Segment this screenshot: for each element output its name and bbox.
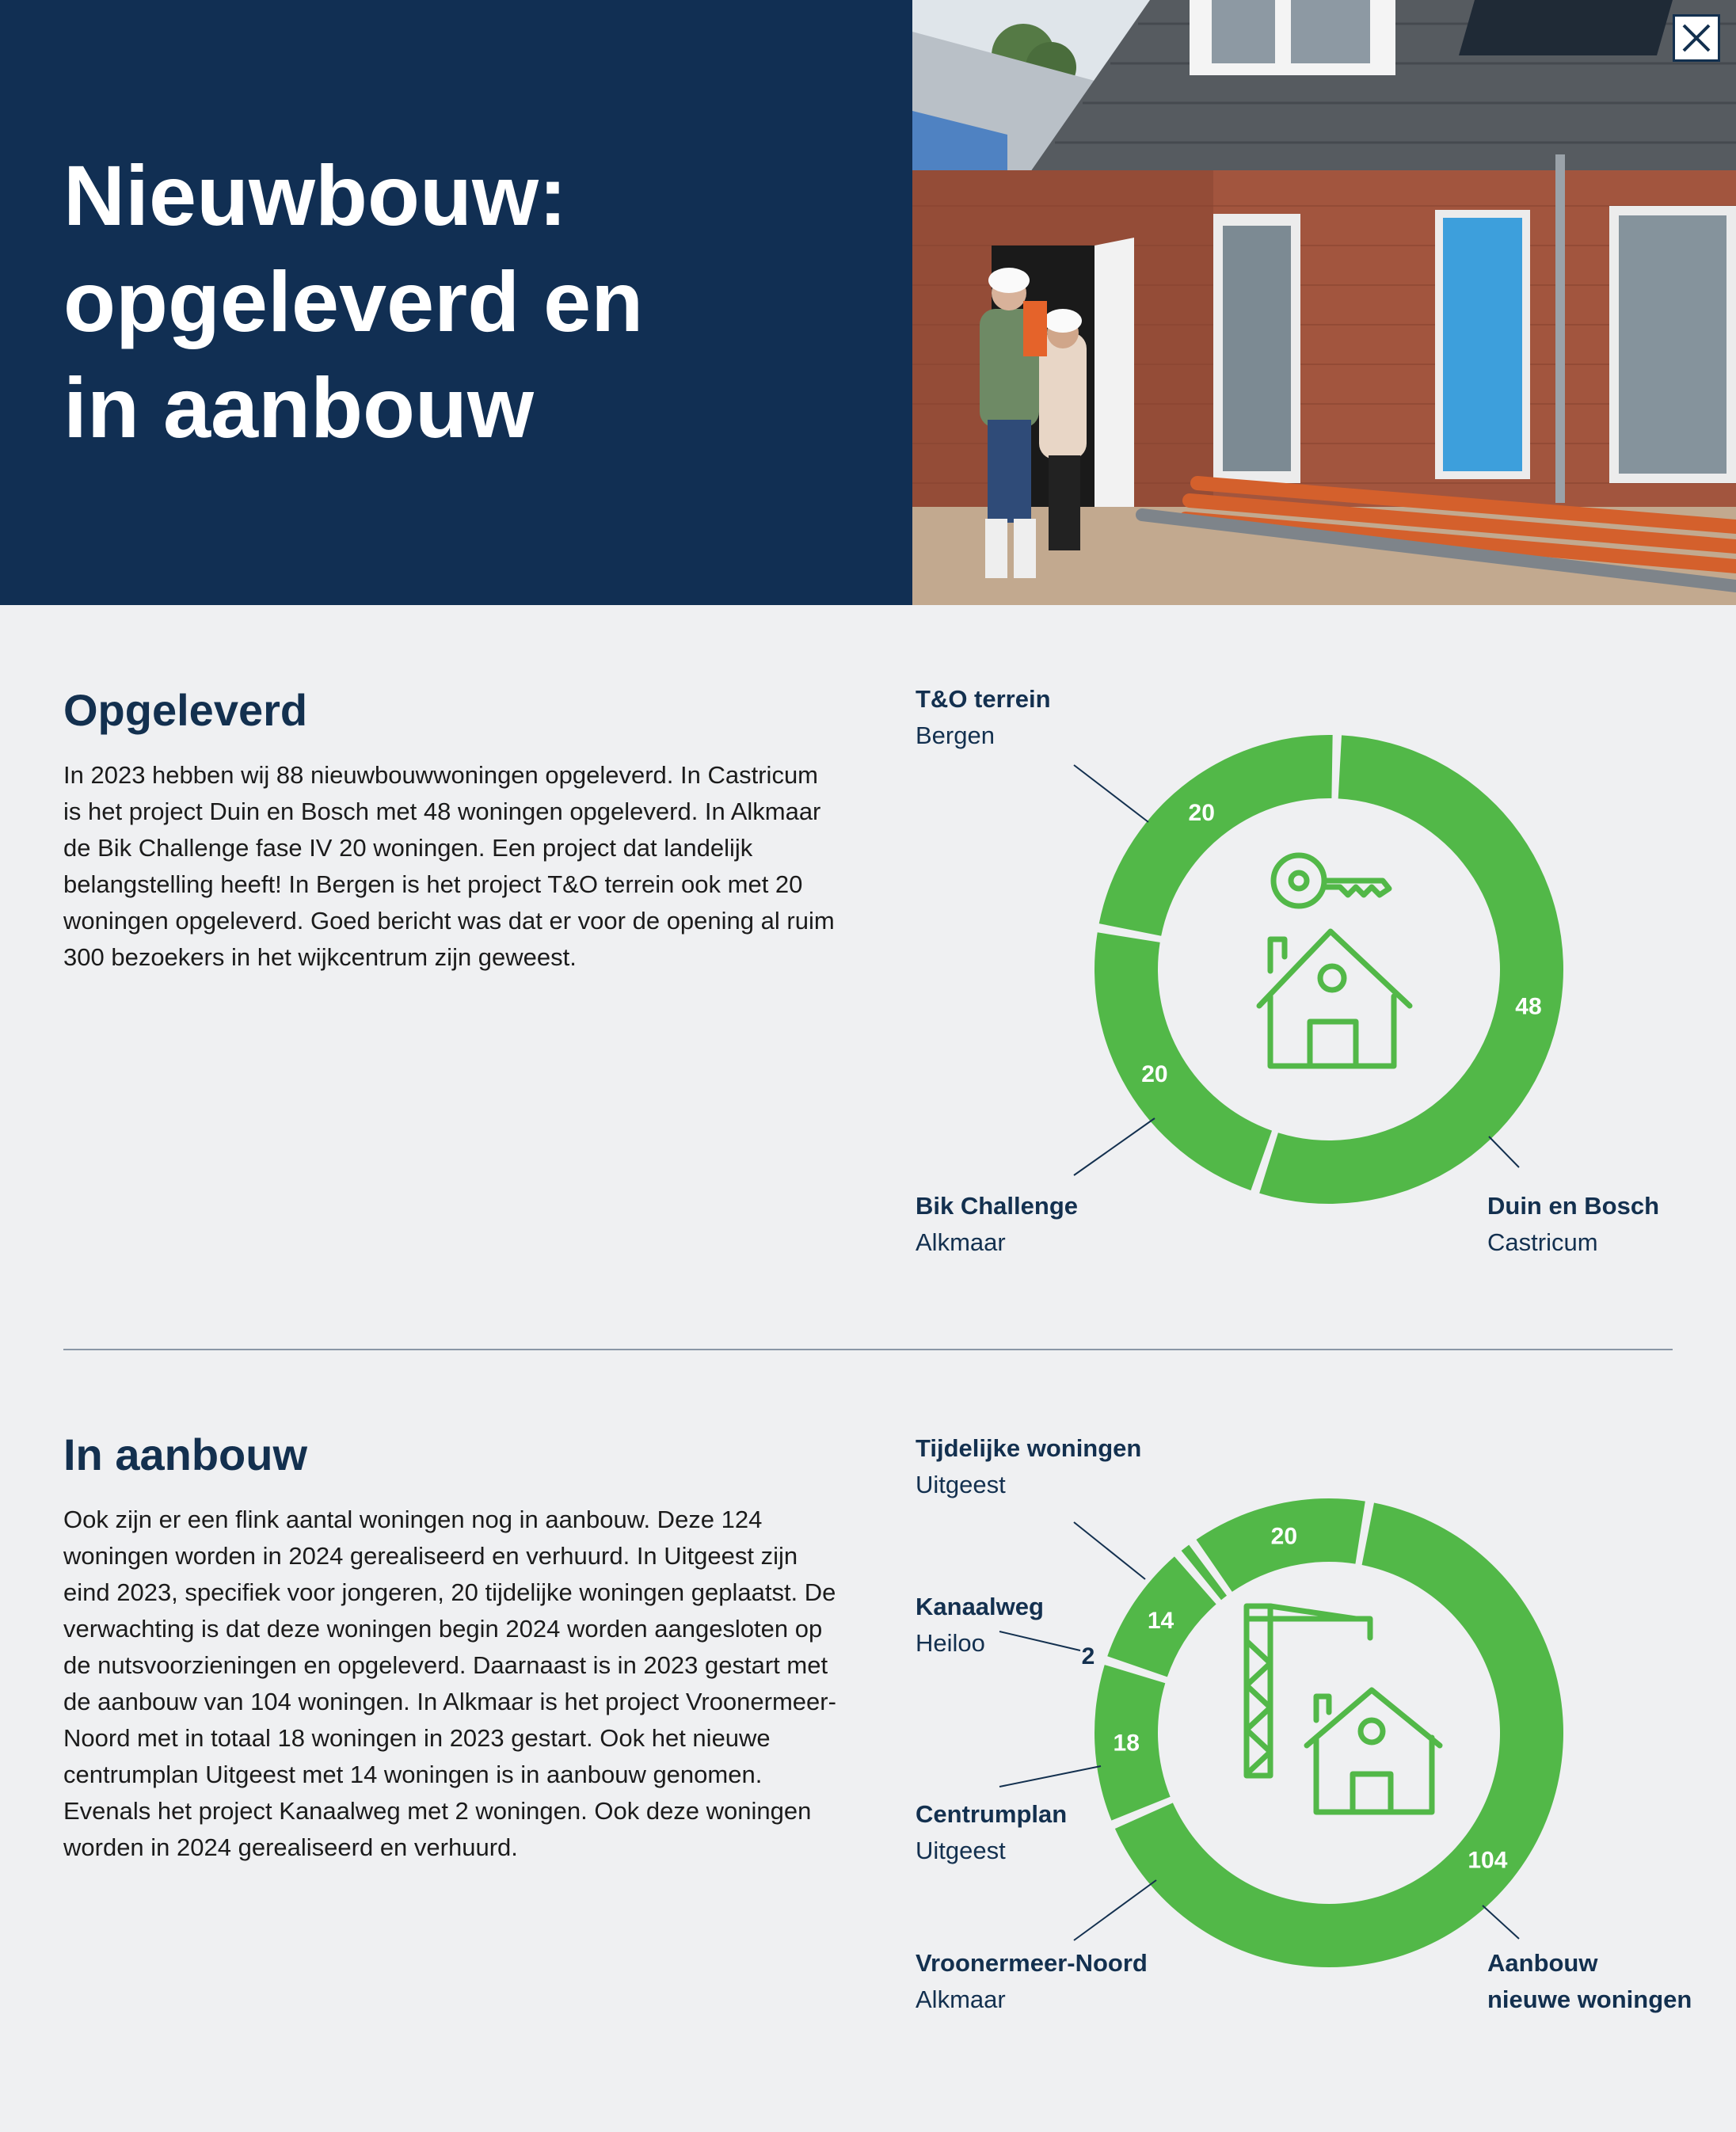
leader-line-centrumplan [999,1766,1101,1787]
legend-label-centrumplan: Centrumplan Uitgeest [916,1800,1068,1864]
close-button[interactable] [1673,14,1720,62]
data-label-duin-en-bosch: 48 [1515,993,1542,1020]
opgeleverd-title: Opgeleverd [63,685,308,735]
opgeleverd-donut-chart [887,673,1736,1354]
leader-line-tijdelijke-woningen [1074,1522,1145,1579]
legend-label-bik-challenge: Bik Challenge Alkmaar [916,1192,1078,1256]
leader-line-bik-challenge [1074,1118,1155,1175]
data-label-vroonermeer-noord: 18 [1113,1730,1140,1757]
leader-line-vroonermeer-noord [1074,1880,1156,1940]
hero-banner [0,0,912,605]
data-label-tijdelijke-woningen: 20 [1270,1523,1298,1550]
legend-label-kanaalweg: Kanaalweg Heiloo [916,1593,1044,1657]
legend-label-t-o-terrein: T&O terrein Bergen [916,685,1051,749]
crane-house-icon [1247,1606,1440,1812]
hero-photo [912,0,1736,605]
legend-label-vroonermeer-noord: Vroonermeer-Noord Alkmaar [916,1949,1148,2013]
opgeleverd-body: In 2023 hebben wij 88 nieuwbouwwoningen opgeleverd. In Castricum is het project Duin en Bosch met 48 woningen opgeleverd. In Alkmaar de Bik Challenge fase IV 20 woningen. Een project dat landelijk belangstelling heeft! In Bergen is het project T&O terrein ook met 20 woningen opgeleverd. Goed bericht was dat er voor de opening al ruim 300 bezoekers in het wijkcentrum zijn geweest. [63,761,835,971]
section-divider [63,1349,1673,1350]
leader-line-duin-en-bosch [1489,1136,1519,1167]
legend-label-duin-en-bosch: Duin en Bosch Castricum [1487,1192,1660,1256]
aanbouw-title: In aanbouw [63,1430,307,1479]
data-label-bik-challenge: 20 [1141,1060,1168,1087]
aanbouw-donut-chart [887,1426,1736,2107]
data-label-kanaalweg: 2 [1081,1643,1095,1669]
donut-slice-bik-challenge [1095,932,1272,1190]
close-icon [1681,23,1711,53]
leader-line-t-o-terrein [1074,765,1148,822]
house-key-icon [1259,855,1410,1066]
aanbouw-body: Ook zijn er een flink aantal woningen nog in aanbouw. Deze 124 woningen worden in 2024 gerealiseerd en verhuurd. In Uitgeest zijn eind 2023, specifiek voor jongeren, 20 tijdelijke woningen geplaatst. De verwachting is dat deze woningen begin 2024 worden aangesloten op de nutsvoorzieningen en opgeleverd. Daarnaast is in 2023 gestart met de aanbouw van 104 woningen. In Alkmaar is het project Vroonermeer-Noord met in totaal 18 woningen in 2023 gestart. Ook het nieuwe centrumplan Uitgeest met 14 woningen is in aanbouw genomen. Evenals het project Kanaalweg met 2 woningen. Ook deze woningen worden in 2024 gerealiseerd en verhuurd. [63,1506,836,1861]
data-label-aanbouw-nieuwe-woningen: 104 [1468,1847,1508,1874]
legend-label-aanbouw-nieuwe-woningen: Aanbouw nieuwe woningen [1487,1949,1692,2013]
donut-slice-duin-en-bosch [1259,735,1563,1204]
legend-label-tijdelijke-woningen: Tijdelijke woningen Uitgeest [916,1434,1142,1498]
leader-line-aanbouw-nieuwe-woningen [1483,1905,1519,1939]
data-label-t-o-terrein: 20 [1188,799,1215,826]
page-title: Nieuwbouw: opgeleverd en in aanbouw [63,147,644,455]
data-label-centrumplan: 14 [1147,1608,1174,1635]
